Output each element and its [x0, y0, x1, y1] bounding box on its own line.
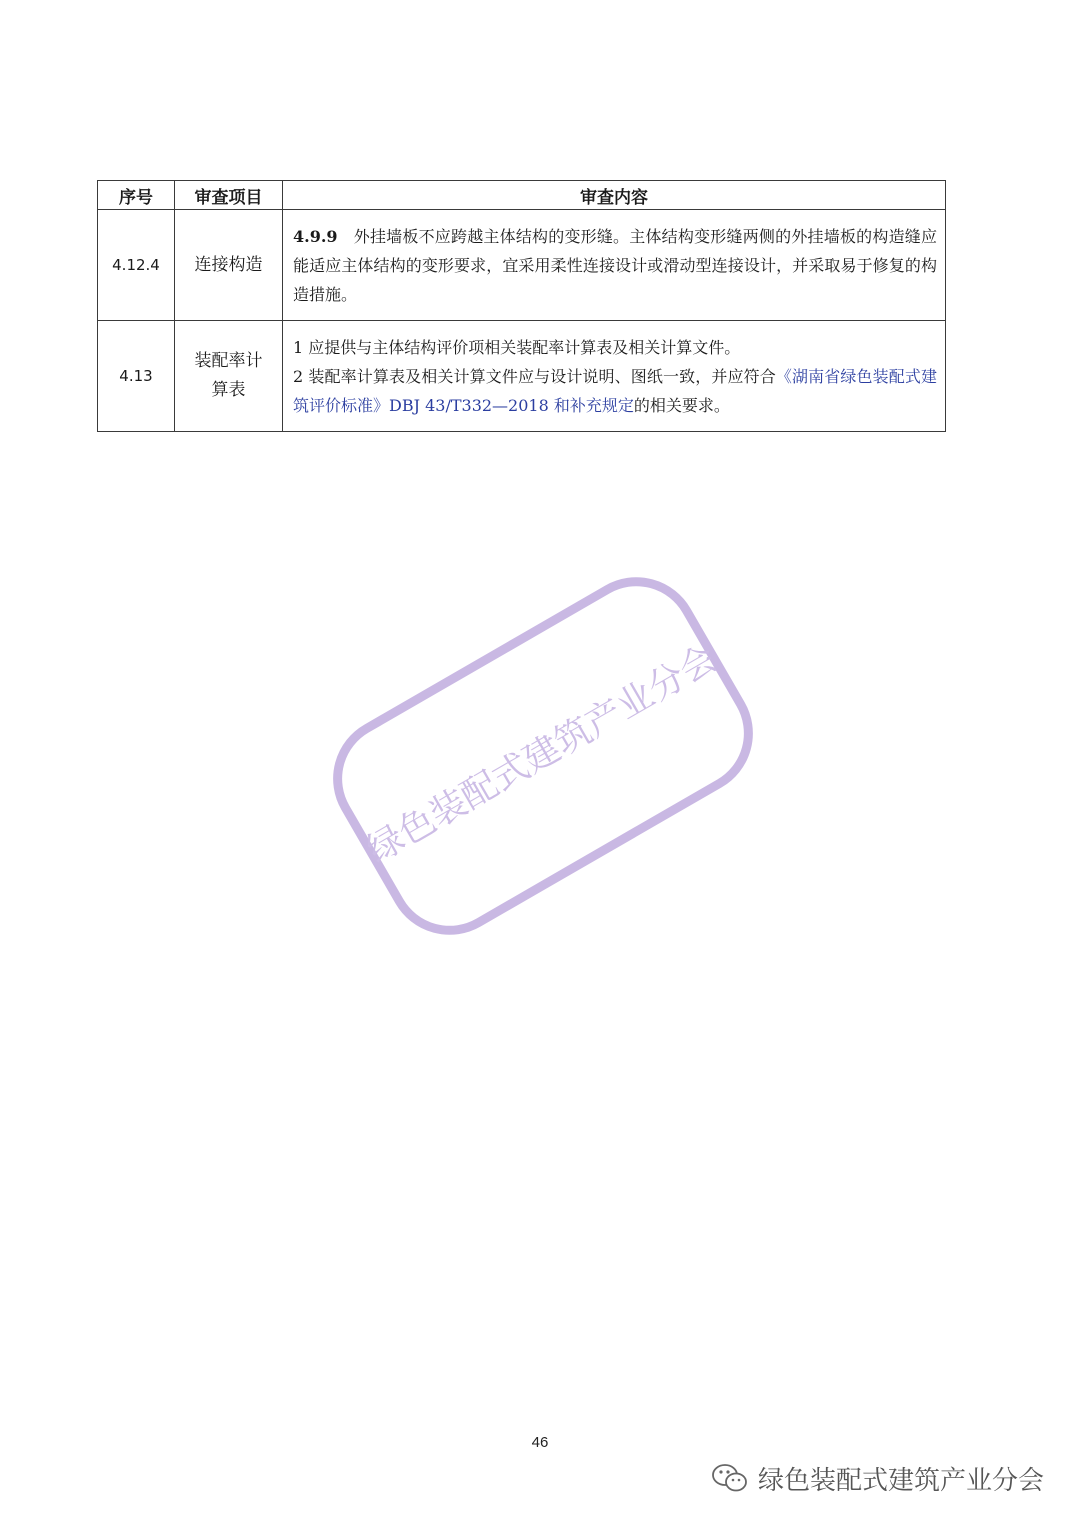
review-table — [97, 180, 946, 432]
paragraph-2-prefix: 2 装配率计算表及相关计算文件应与设计说明、图纸一致，并应符合 — [293, 366, 776, 386]
content-paragraph-1: 1 应提供与主体结构评价项相关装配率计算表及相关计算文件。 — [293, 337, 741, 357]
watermark-text: 绿色装配式建筑产业分会 — [360, 637, 724, 872]
footer-brand-text: 绿色装配式建筑产业分会 — [757, 1465, 1044, 1496]
row-item-line-2: 算表 — [211, 380, 246, 400]
row-content — [283, 321, 946, 432]
clause-number: 4.9.9 — [293, 226, 338, 246]
clause-text: 外挂墙板不应跨越主体结构的变形缝。主体结构变形缝两侧的外挂墙板的构造缝应能适应主体结构的变形要求，宜采用柔性连接设计或滑动型连接设计，并采取易于修复的构造措施。 — [293, 226, 937, 304]
watermark-stamp — [318, 566, 768, 946]
content-paragraph-2 — [293, 362, 937, 420]
standard-reference: 《湖南省绿色装配式建筑评价标准》DBJ 43/T332—2018 和补充规定 — [293, 366, 937, 415]
row-item — [175, 321, 283, 432]
header-item: 审查项目 — [175, 181, 283, 210]
watermark-border — [318, 566, 768, 946]
row-content — [283, 210, 946, 321]
footer-brand — [710, 1458, 1044, 1498]
table-header-row — [98, 181, 946, 210]
page-number: 46 — [531, 1434, 549, 1451]
row-item: 连接构造 — [175, 210, 283, 321]
table-row — [98, 321, 946, 432]
row-number: 4.12.4 — [98, 210, 175, 321]
table-row — [98, 210, 946, 321]
header-content: 审查内容 — [283, 181, 946, 210]
header-no: 序号 — [98, 181, 175, 210]
row-number: 4.13 — [98, 321, 175, 432]
row-item-line-1: 装配率计 — [194, 351, 263, 371]
wechat-icon — [710, 1461, 750, 1495]
paragraph-2-suffix: 的相关要求。 — [633, 395, 730, 415]
